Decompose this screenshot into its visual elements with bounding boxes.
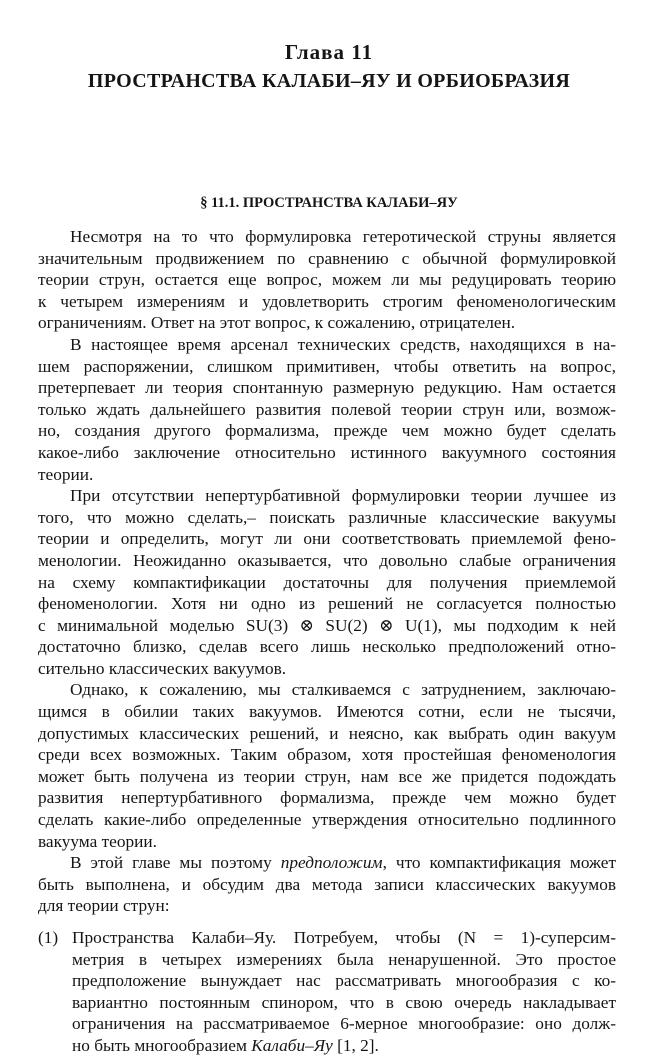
text-line: ограничения на рассматриваемое 6-мерное многообразие: оно долж- — [72, 1014, 616, 1034]
text-line: к четырем измерениям и удовлетворить строгим феноменологическим — [38, 291, 616, 311]
text-line: Несмотря на то что формулировка гетеротической струны является — [70, 227, 616, 246]
text-line: При отсутствии непертурбативной формулировки теории лучшее из — [70, 486, 616, 506]
text-line: теории. — [38, 464, 94, 484]
text-run: но быть многообразием — [72, 1035, 247, 1055]
text-line: метрия в четырех измерениях была ненарушенной. Это простое — [72, 949, 616, 969]
emphasis: Калаби–Яу — [251, 1035, 333, 1055]
text-line: сделать какие-либо определенные утверждения относительно подлинного — [38, 810, 616, 830]
text-line: феноменологии. Хотя ни одно из решений не согласуется полностью — [38, 594, 616, 614]
text-line: того, что можно сделать,– поискать различные классические вакуумы — [38, 507, 616, 527]
text-line: претерпевает ли теория спонтанную размерную редукцию. Нам остается — [38, 378, 616, 398]
paragraph-4 — [38, 679, 616, 852]
text-run: Пространства Калаби–Яу. Потребуем, чтобы (N = 1)-суперсим- — [72, 928, 616, 947]
paragraph-3 — [38, 485, 616, 679]
list-item-1 — [38, 927, 616, 1057]
text-run: [1, 2]. — [332, 1035, 379, 1055]
text-line: может быть получена из теории струн, нам все же придется подождать — [38, 766, 616, 786]
text-line: ограничениям. Ответ на этот вопрос, к сожалению, отрицателен. — [38, 313, 516, 333]
emphasis: предположим — [280, 853, 383, 873]
section-title: § 11.1. ПРОСТРАНСТВА КАЛАБИ–ЯУ — [200, 195, 458, 211]
text-line — [38, 852, 616, 874]
text-line: значительным продвижением по сравнению с обычной формулировкой — [38, 248, 616, 268]
body-text — [38, 226, 616, 1057]
text-line: шем распоряжении, слишком примитивен, чтобы ответить на вопрос, — [38, 356, 616, 376]
text-line: вариантно постоянным спинором, что в свою очередь накладывает — [72, 992, 616, 1012]
text-run: В этой главе мы поэтому — [70, 853, 272, 873]
text-line: достаточно близко, сделав всего лишь несколько предположений отно- — [38, 637, 616, 657]
text-line — [38, 927, 616, 949]
chapter-title: ПРОСТРАНСТВА КАЛАБИ–ЯУ И ОРБИОБРАЗИЯ — [87, 70, 571, 92]
text-line: только ждать дальнейшего развития полевой теории струн или, возмож- — [38, 399, 616, 419]
text-line: сительно классических вакуумов. — [38, 658, 287, 678]
text-line: быть выполнена, и обсудим два метода записи классических вакуумов — [38, 874, 616, 894]
text-line: среди всех возможных. Таким образом, хотя простейшая феноменология — [38, 745, 616, 765]
text-line: для теории струн: — [38, 896, 170, 916]
text-line: допустимых классических решений, и неясно, как выбрать один вакуум — [38, 723, 616, 743]
text-line: теории и определить, могут ли они соответствовать приемлемой фено- — [38, 529, 616, 549]
text-line: В настоящее время арсенал технических средств, находящихся в на- — [70, 334, 616, 354]
text-line: менологии. Неожиданно оказывается, что довольно слабые ограничения — [38, 550, 616, 570]
text-line: Однако, к сожалению, мы сталкиваемся с затруднением, заключаю- — [70, 680, 616, 700]
text-line: теории струн, остается еще вопрос, можем ли мы редуцировать теорию — [38, 270, 616, 290]
chapter-number: Глава 11 — [284, 40, 374, 64]
text-line: развития непертурбативного формализма, прежде чем можно будет — [38, 788, 616, 808]
paragraph-5 — [38, 852, 616, 917]
text-line: предположение вынуждает нас рассматривать многообразия с ко- — [72, 971, 616, 991]
text-line: вакуума теории. — [38, 831, 157, 851]
text-line: но, создания другого формализма, прежде чем можно будет сделать — [38, 421, 616, 441]
text-line: щимся в обилии таких вакуумов. Имеются сотни, если не тысячи, — [38, 702, 616, 722]
text-run: , что компактификация может — [382, 853, 616, 873]
paragraph-2 — [38, 334, 616, 485]
text-line: с минимальной моделью SU(3) ⊗ SU(2) ⊗ U(1), мы подходим к ней — [38, 615, 616, 635]
paragraph-1 — [38, 226, 616, 334]
text-line — [38, 1035, 616, 1057]
list-marker: (1) — [38, 928, 59, 947]
text-line: какое-либо заключение относительно истинного вакуумного состояния — [38, 442, 616, 462]
text-line: на схему компактификации достаточны для получения приемлемой — [38, 572, 616, 592]
